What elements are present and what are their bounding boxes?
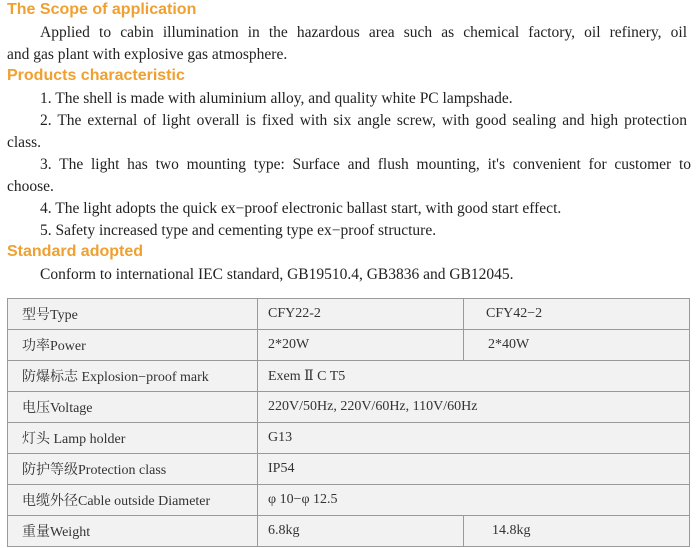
protection-class-value: IP54: [258, 454, 690, 485]
characteristic-item-1: 1. The shell is made with aluminium alloy, and quality white PC lampshade.: [40, 90, 513, 107]
characteristic-item-5: 5. Safety increased type and cementing type ex−proof structure.: [40, 222, 437, 239]
lamp-holder-label: 灯头 Lamp holder: [8, 423, 258, 454]
characteristic-item-3-line2: choose.: [7, 178, 54, 195]
type-value-2: CFY42−2: [464, 299, 690, 330]
voltage-value: 220V/50Hz, 220V/60Hz, 110V/60Hz: [258, 392, 690, 423]
explosion-mark-value: Exem Ⅱ C T5: [258, 361, 690, 392]
voltage-label: 电压Voltage: [8, 392, 258, 423]
table-row: [8, 361, 690, 392]
power-label: 功率Power: [8, 330, 258, 361]
protection-class-label: 防护等级Protection class: [8, 454, 258, 485]
weight-value-2: 14.8kg: [464, 516, 690, 547]
lamp-holder-value: G13: [258, 423, 690, 454]
table-row: [8, 516, 690, 547]
scope-text-line2: and gas plant with explosive gas atmosphere.: [7, 46, 288, 63]
table-row: [8, 330, 690, 361]
type-label: 型号Type: [8, 299, 258, 330]
explosion-mark-label: 防爆标志 Explosion−proof mark: [8, 361, 258, 392]
weight-label: 重量Weight: [8, 516, 258, 547]
scope-text-line1: Applied to cabin illumination in the hazardous area such as chemical factory, oil refinery, oil: [40, 24, 687, 41]
table-row: [8, 392, 690, 423]
weight-value-1: 6.8kg: [258, 516, 464, 547]
power-value-1: 2*20W: [258, 330, 464, 361]
spec-table: [7, 298, 690, 547]
standard-text: Conform to international IEC standard, GB19510.4, GB3836 and GB12045.: [40, 266, 514, 283]
characteristic-heading: Products characteristic: [7, 67, 185, 84]
scope-heading: The Scope of application: [7, 1, 197, 18]
standard-heading: Standard adopted: [7, 243, 144, 260]
characteristic-item-4: 4. The light adopts the quick ex−proof electronic ballast start, with good start effect.: [40, 200, 562, 217]
table-row: [8, 485, 690, 516]
cable-diameter-label: 电缆外径Cable outside Diameter: [8, 485, 258, 516]
table-row: [8, 423, 690, 454]
characteristic-item-2-line1: 2. The external of light overall is fixed with six angle screw, with good sealing and high protection: [40, 112, 687, 129]
type-value-1: CFY22-2: [258, 299, 464, 330]
cable-diameter-value: φ 10−φ 12.5: [258, 485, 690, 516]
table-row: [8, 299, 690, 330]
power-value-2: 2*40W: [464, 330, 690, 361]
table-row: [8, 454, 690, 485]
characteristic-item-2-line2: class.: [7, 134, 42, 151]
characteristic-item-3-line1: 3. The light has two mounting type: Surface and flush mounting, it's convenient for customer to: [40, 156, 691, 173]
